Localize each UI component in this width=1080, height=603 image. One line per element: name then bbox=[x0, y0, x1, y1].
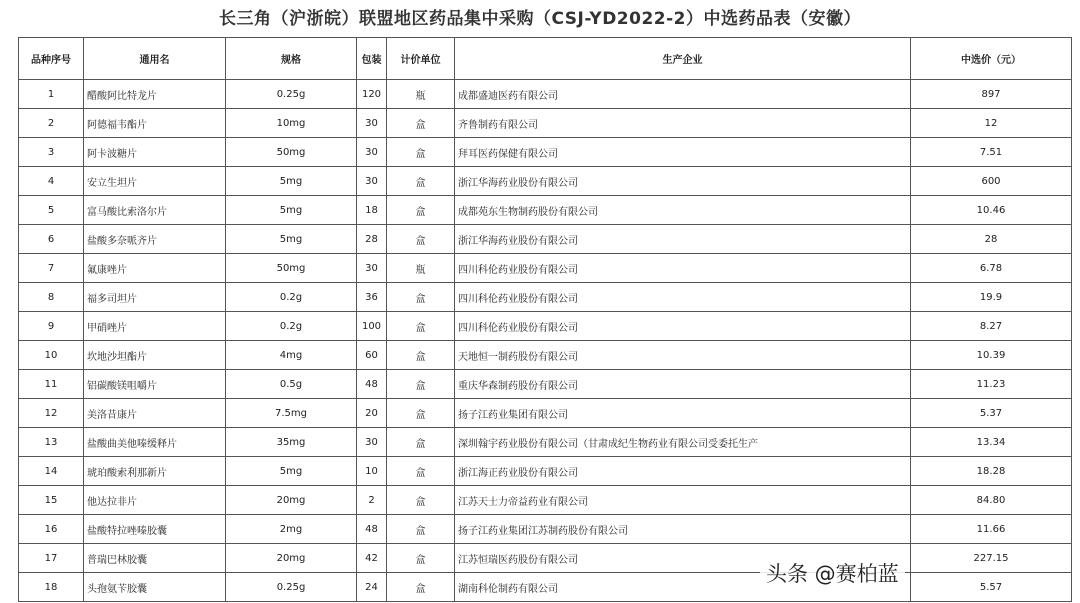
cell-generic-name: 阿卡波糖片 bbox=[84, 138, 226, 167]
cell-price: 8.27 bbox=[911, 312, 1072, 341]
cell-price: 18.28 bbox=[911, 457, 1072, 486]
cell-manufacturer: 湖南科伦制药有限公司 bbox=[455, 573, 911, 602]
cell-unit: 盒 bbox=[387, 457, 455, 486]
cell-generic-name: 坎地沙坦酯片 bbox=[84, 341, 226, 370]
table-row bbox=[19, 283, 1072, 312]
cell-spec: 20mg bbox=[226, 486, 357, 515]
cell-unit: 盒 bbox=[387, 428, 455, 457]
cell-seq: 13 bbox=[19, 428, 84, 457]
cell-spec: 5mg bbox=[226, 225, 357, 254]
cell-spec: 7.5mg bbox=[226, 399, 357, 428]
cell-manufacturer: 扬子江药业集团有限公司 bbox=[455, 399, 911, 428]
cell-unit: 瓶 bbox=[387, 80, 455, 109]
header-price: 中选价（元） bbox=[911, 38, 1072, 80]
cell-manufacturer: 江苏恒瑞医药股份有限公司 bbox=[455, 544, 911, 573]
table-row bbox=[19, 428, 1072, 457]
cell-seq: 4 bbox=[19, 167, 84, 196]
cell-price: 12 bbox=[911, 109, 1072, 138]
cell-pack: 48 bbox=[357, 370, 387, 399]
cell-seq: 9 bbox=[19, 312, 84, 341]
cell-spec: 0.25g bbox=[226, 80, 357, 109]
cell-manufacturer: 成都盛迪医药有限公司 bbox=[455, 80, 911, 109]
header-manufacturer: 生产企业 bbox=[455, 38, 911, 80]
cell-price: 13.34 bbox=[911, 428, 1072, 457]
cell-manufacturer: 浙江华海药业股份有限公司 bbox=[455, 225, 911, 254]
cell-unit: 盒 bbox=[387, 486, 455, 515]
cell-unit: 盒 bbox=[387, 515, 455, 544]
cell-unit: 盒 bbox=[387, 312, 455, 341]
cell-pack: 42 bbox=[357, 544, 387, 573]
cell-seq: 2 bbox=[19, 109, 84, 138]
cell-spec: 5mg bbox=[226, 167, 357, 196]
cell-unit: 盒 bbox=[387, 573, 455, 602]
header-seq: 品种序号 bbox=[19, 38, 84, 80]
watermark: 头条 @赛柏蓝 bbox=[760, 556, 905, 590]
cell-price: 5.57 bbox=[911, 573, 1072, 602]
cell-seq: 15 bbox=[19, 486, 84, 515]
table-row bbox=[19, 225, 1072, 254]
cell-price: 19.9 bbox=[911, 283, 1072, 312]
cell-spec: 10mg bbox=[226, 109, 357, 138]
cell-manufacturer: 四川科伦药业股份有限公司 bbox=[455, 312, 911, 341]
cell-seq: 14 bbox=[19, 457, 84, 486]
cell-spec: 50mg bbox=[226, 138, 357, 167]
cell-generic-name: 福多司坦片 bbox=[84, 283, 226, 312]
cell-pack: 120 bbox=[357, 80, 387, 109]
cell-unit: 盒 bbox=[387, 283, 455, 312]
cell-price: 227.15 bbox=[911, 544, 1072, 573]
cell-generic-name: 安立生坦片 bbox=[84, 167, 226, 196]
cell-pack: 10 bbox=[357, 457, 387, 486]
cell-pack: 20 bbox=[357, 399, 387, 428]
cell-price: 10.39 bbox=[911, 341, 1072, 370]
cell-pack: 30 bbox=[357, 109, 387, 138]
table-header-row bbox=[19, 38, 1072, 80]
cell-manufacturer: 齐鲁制药有限公司 bbox=[455, 109, 911, 138]
cell-price: 5.37 bbox=[911, 399, 1072, 428]
cell-generic-name: 他达拉非片 bbox=[84, 486, 226, 515]
cell-price: 600 bbox=[911, 167, 1072, 196]
cell-manufacturer: 浙江华海药业股份有限公司 bbox=[455, 167, 911, 196]
cell-unit: 盒 bbox=[387, 544, 455, 573]
cell-generic-name: 甲硝唑片 bbox=[84, 312, 226, 341]
cell-unit: 盒 bbox=[387, 138, 455, 167]
cell-unit: 盒 bbox=[387, 370, 455, 399]
table-row bbox=[19, 80, 1072, 109]
cell-spec: 20mg bbox=[226, 544, 357, 573]
cell-pack: 100 bbox=[357, 312, 387, 341]
cell-seq: 18 bbox=[19, 573, 84, 602]
cell-unit: 盒 bbox=[387, 196, 455, 225]
cell-manufacturer: 四川科伦药业股份有限公司 bbox=[455, 283, 911, 312]
cell-seq: 17 bbox=[19, 544, 84, 573]
cell-unit: 瓶 bbox=[387, 254, 455, 283]
cell-seq: 5 bbox=[19, 196, 84, 225]
cell-seq: 11 bbox=[19, 370, 84, 399]
cell-price: 897 bbox=[911, 80, 1072, 109]
drug-table bbox=[18, 37, 1072, 602]
cell-spec: 5mg bbox=[226, 457, 357, 486]
cell-price: 6.78 bbox=[911, 254, 1072, 283]
cell-pack: 36 bbox=[357, 283, 387, 312]
cell-pack: 30 bbox=[357, 167, 387, 196]
cell-manufacturer: 天地恒一制药股份有限公司 bbox=[455, 341, 911, 370]
cell-generic-name: 铝碳酸镁咀嚼片 bbox=[84, 370, 226, 399]
cell-unit: 盒 bbox=[387, 341, 455, 370]
cell-unit: 盒 bbox=[387, 399, 455, 428]
cell-unit: 盒 bbox=[387, 225, 455, 254]
cell-manufacturer: 拜耳医药保健有限公司 bbox=[455, 138, 911, 167]
cell-spec: 2mg bbox=[226, 515, 357, 544]
cell-pack: 30 bbox=[357, 138, 387, 167]
table-row bbox=[19, 515, 1072, 544]
table-row bbox=[19, 486, 1072, 515]
table-row bbox=[19, 544, 1072, 573]
cell-generic-name: 头孢氨苄胶囊 bbox=[84, 573, 226, 602]
cell-generic-name: 富马酸比索洛尔片 bbox=[84, 196, 226, 225]
cell-unit: 盒 bbox=[387, 109, 455, 138]
table-row bbox=[19, 312, 1072, 341]
cell-pack: 28 bbox=[357, 225, 387, 254]
cell-spec: 4mg bbox=[226, 341, 357, 370]
cell-manufacturer: 浙江海正药业股份有限公司 bbox=[455, 457, 911, 486]
table-row bbox=[19, 109, 1072, 138]
cell-manufacturer: 重庆华森制药股份有限公司 bbox=[455, 370, 911, 399]
header-unit: 计价单位 bbox=[387, 38, 455, 80]
cell-price: 28 bbox=[911, 225, 1072, 254]
header-spec: 规格 bbox=[226, 38, 357, 80]
cell-generic-name: 醋酸阿比特龙片 bbox=[84, 80, 226, 109]
table-row bbox=[19, 254, 1072, 283]
cell-generic-name: 琥珀酸索利那新片 bbox=[84, 457, 226, 486]
table-row bbox=[19, 457, 1072, 486]
cell-seq: 3 bbox=[19, 138, 84, 167]
cell-pack: 60 bbox=[357, 341, 387, 370]
cell-spec: 5mg bbox=[226, 196, 357, 225]
cell-unit: 盒 bbox=[387, 167, 455, 196]
cell-price: 10.46 bbox=[911, 196, 1072, 225]
table-row bbox=[19, 138, 1072, 167]
cell-seq: 10 bbox=[19, 341, 84, 370]
cell-manufacturer: 江苏天士力帝益药业有限公司 bbox=[455, 486, 911, 515]
cell-price: 7.51 bbox=[911, 138, 1072, 167]
cell-seq: 8 bbox=[19, 283, 84, 312]
cell-pack: 48 bbox=[357, 515, 387, 544]
cell-seq: 7 bbox=[19, 254, 84, 283]
table-row bbox=[19, 167, 1072, 196]
cell-seq: 6 bbox=[19, 225, 84, 254]
table-row bbox=[19, 370, 1072, 399]
cell-generic-name: 普瑞巴林胶囊 bbox=[84, 544, 226, 573]
cell-generic-name: 氟康唑片 bbox=[84, 254, 226, 283]
cell-seq: 1 bbox=[19, 80, 84, 109]
cell-price: 11.23 bbox=[911, 370, 1072, 399]
cell-spec: 50mg bbox=[226, 254, 357, 283]
table-row bbox=[19, 399, 1072, 428]
cell-price: 11.66 bbox=[911, 515, 1072, 544]
cell-manufacturer: 深圳翰宇药业股份有限公司（甘肃成纪生物药业有限公司受委托生产 bbox=[455, 428, 911, 457]
cell-spec: 0.2g bbox=[226, 312, 357, 341]
header-generic-name: 通用名 bbox=[84, 38, 226, 80]
cell-pack: 18 bbox=[357, 196, 387, 225]
table-row bbox=[19, 573, 1072, 602]
cell-spec: 35mg bbox=[226, 428, 357, 457]
header-pack: 包装 bbox=[357, 38, 387, 80]
table-row bbox=[19, 196, 1072, 225]
page-title: 长三角（沪浙皖）联盟地区药品集中采购（CSJ-YD2022-2）中选药品表（安徽） bbox=[218, 9, 862, 29]
cell-generic-name: 盐酸特拉唑嗪胶囊 bbox=[84, 515, 226, 544]
cell-pack: 30 bbox=[357, 428, 387, 457]
cell-generic-name: 美洛昔康片 bbox=[84, 399, 226, 428]
cell-pack: 2 bbox=[357, 486, 387, 515]
cell-manufacturer: 四川科伦药业股份有限公司 bbox=[455, 254, 911, 283]
cell-manufacturer: 成都苑东生物制药股份有限公司 bbox=[455, 196, 911, 225]
cell-pack: 24 bbox=[357, 573, 387, 602]
cell-manufacturer: 扬子江药业集团江苏制药股份有限公司 bbox=[455, 515, 911, 544]
cell-spec: 0.5g bbox=[226, 370, 357, 399]
cell-spec: 0.25g bbox=[226, 573, 357, 602]
cell-generic-name: 盐酸曲美他嗪缓释片 bbox=[84, 428, 226, 457]
cell-generic-name: 盐酸多奈哌齐片 bbox=[84, 225, 226, 254]
cell-spec: 0.2g bbox=[226, 283, 357, 312]
cell-pack: 30 bbox=[357, 254, 387, 283]
table-row bbox=[19, 341, 1072, 370]
cell-price: 84.80 bbox=[911, 486, 1072, 515]
cell-seq: 16 bbox=[19, 515, 84, 544]
cell-generic-name: 阿德福韦酯片 bbox=[84, 109, 226, 138]
cell-seq: 12 bbox=[19, 399, 84, 428]
